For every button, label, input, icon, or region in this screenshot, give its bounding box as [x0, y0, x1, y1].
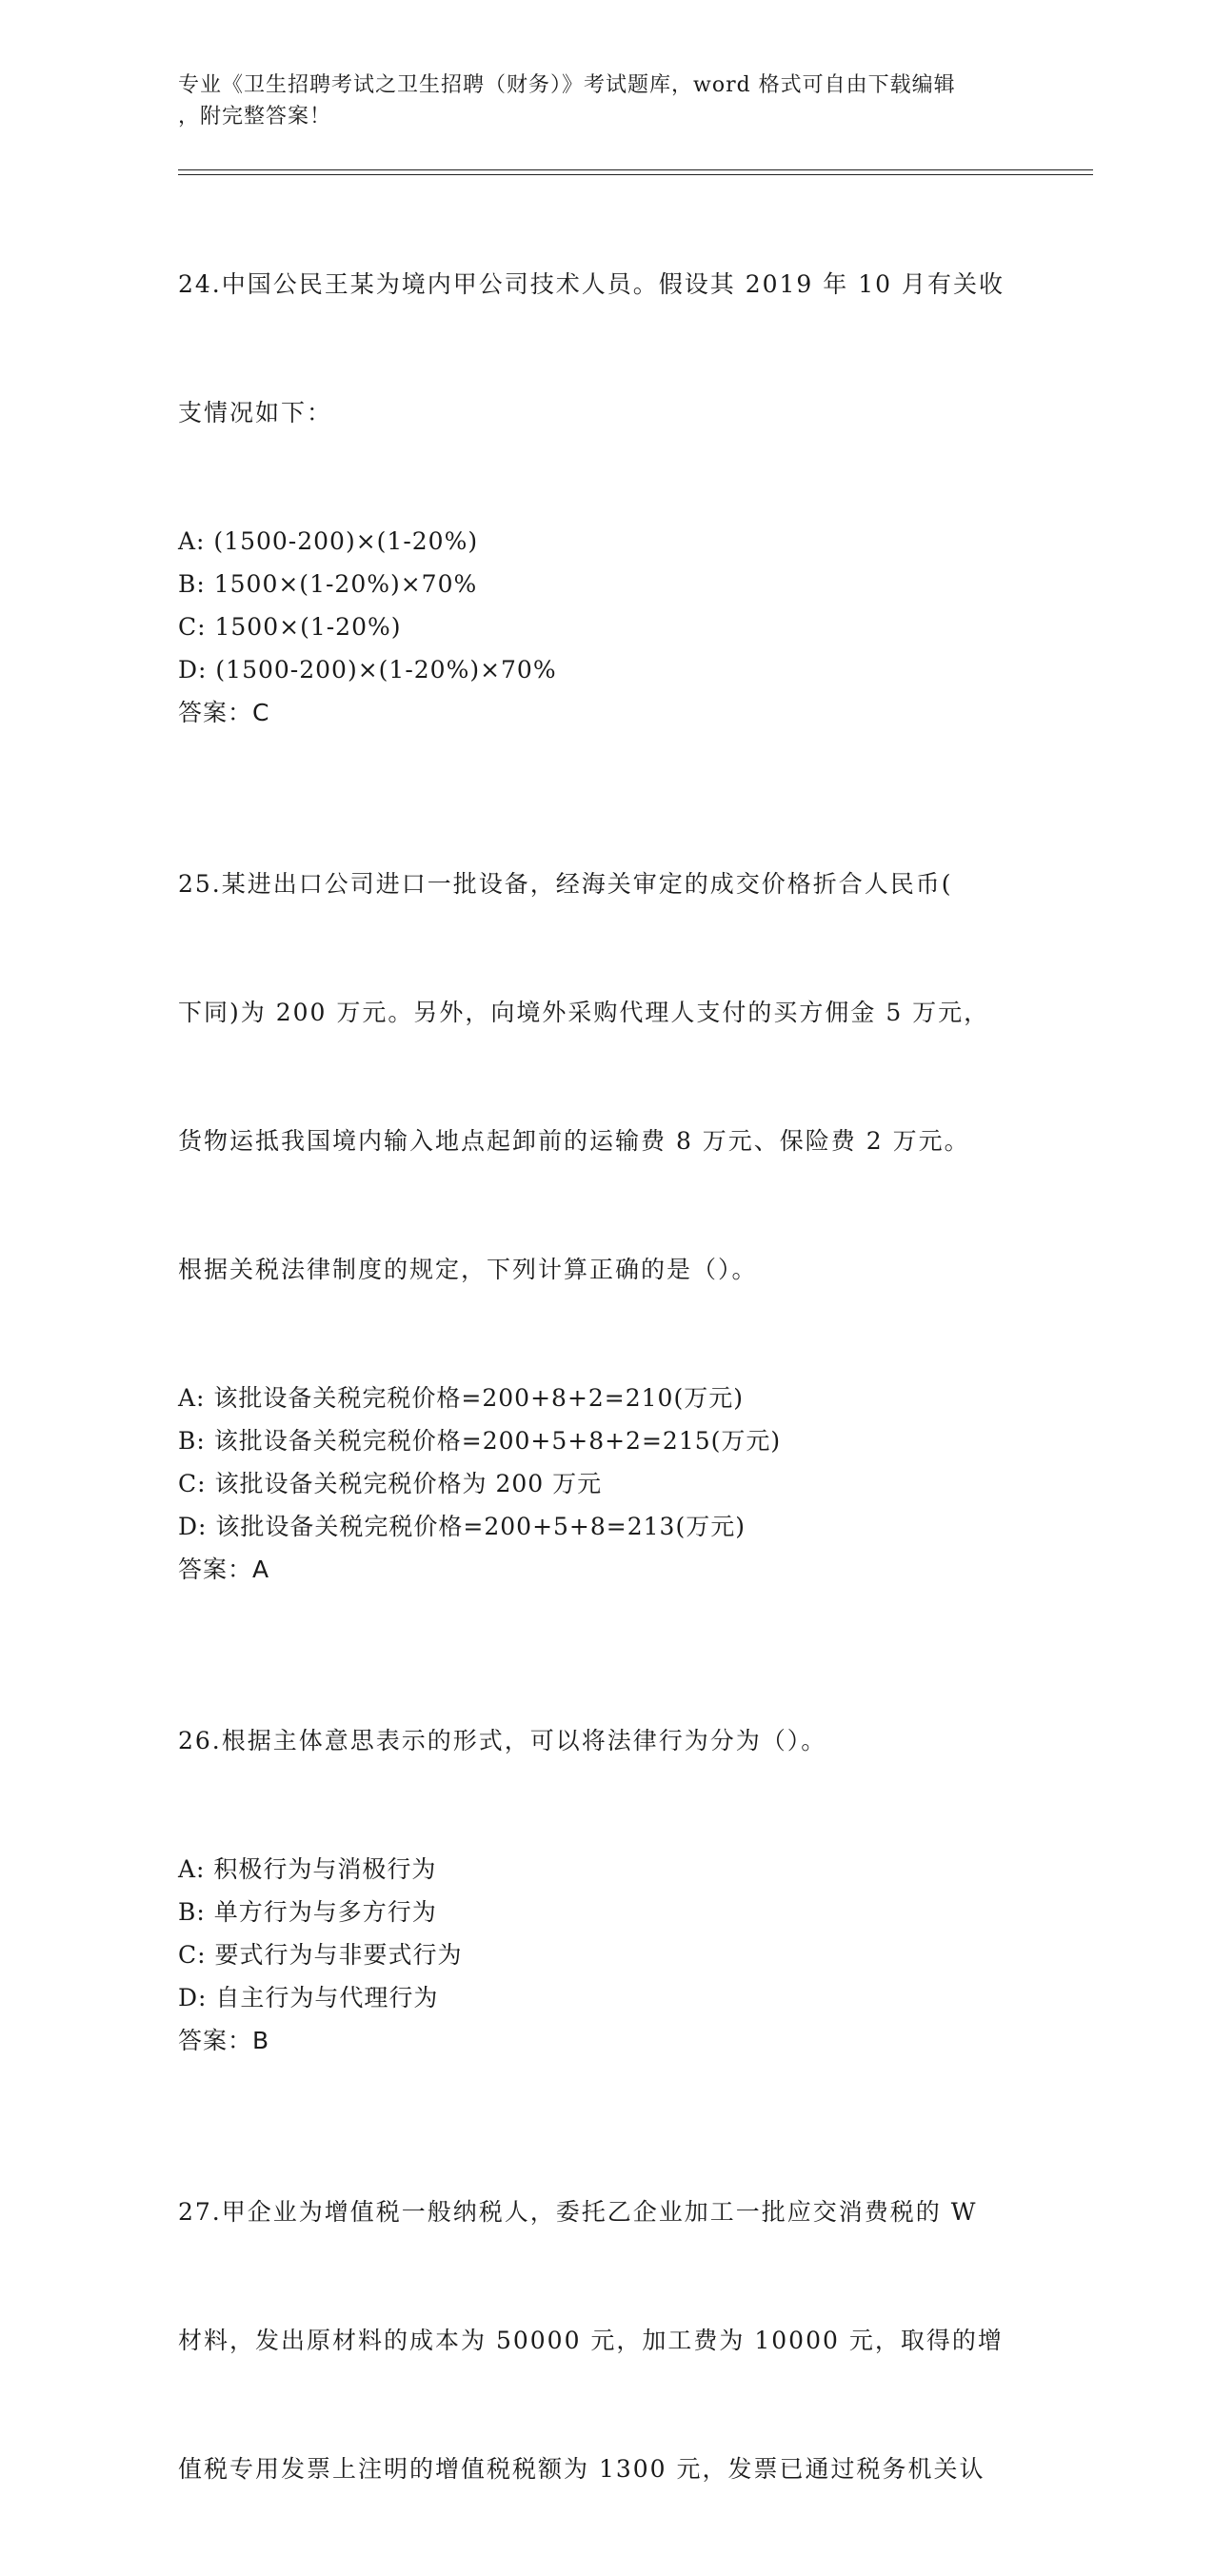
stem-line: 26.根据主体意思表示的形式，可以将法律行为分为（）。: [178, 1727, 827, 1754]
question-spacer: [178, 1591, 1035, 1634]
stem-line: 下同)为 200 万元。另外，向境外采购代理人支付的买方佣金 5 万元，: [178, 999, 990, 1026]
option-a: A: 该批设备关税完税价格=200+8+2=210(万元): [178, 1384, 744, 1412]
option-d: D: 该批设备关税完税价格=200+5+8=213(万元): [178, 1513, 746, 1540]
stem-line: 24.中国公民王某为境内甲公司技术人员。假设其 2019 年 10 月有关收: [178, 270, 1005, 298]
header-line-1: 专业《卫生招聘考试之卫生招聘（财务）》考试题库，word 格式可自由下载编辑: [178, 73, 956, 97]
question-24: [178, 177, 1035, 734]
option-c: C: 1500×(1-20%): [178, 613, 402, 641]
stem-line: 值税专用发票上注明的增值税税额为 1300 元，发票已通过税务机关认: [178, 2455, 985, 2483]
question-spacer: [178, 734, 1035, 777]
option-d: D: (1500-200)×(1-20%)×70%: [178, 656, 557, 684]
option-c: C: 要式行为与非要式行为: [178, 1941, 463, 1969]
option-b: B: 单方行为与多方行为: [178, 1898, 437, 1926]
option-b: B: 该批设备关税完税价格=200+5+8+2=215(万元): [178, 1427, 782, 1455]
stem-line: 25.某进出口公司进口一批设备，经海关审定的成交价格折合人民币(: [178, 870, 953, 898]
question-stem: [178, 1634, 1035, 1848]
answer-label: 答案：A: [178, 1556, 270, 1583]
option-b: B: 1500×(1-20%)×70%: [178, 570, 478, 598]
stem-line: 支情况如下：: [178, 399, 333, 426]
header-line-2: ，附完整答案！: [178, 105, 332, 129]
stem-line: 材料，发出原材料的成本为 50000 元，加工费为 10000 元，取得的增: [178, 2327, 1004, 2354]
question-stem: [178, 177, 1035, 520]
stem-line: 27.甲企业为增值税一般纳税人，委托乙企业加工一批应交消费税的 W: [178, 2198, 978, 2226]
option-d: D: 自主行为与代理行为: [178, 1984, 439, 2011]
question-25: [178, 777, 1035, 1591]
stem-line: 根据关税法律制度的规定，下列计算正确的是（）。: [178, 1256, 758, 1283]
option-a: A: 积极行为与消极行为: [178, 1855, 437, 1883]
question-stem: [178, 777, 1035, 1377]
answer-label: 答案：C: [178, 699, 270, 726]
answer-label: 答案：B: [178, 2027, 270, 2054]
question-27: [178, 2105, 1035, 2576]
question-26: [178, 1634, 1035, 2062]
option-c: C: 该批设备关税完税价格为 200 万元: [178, 1470, 603, 1497]
question-spacer: [178, 2062, 1035, 2105]
header-rule-top: [178, 169, 1093, 170]
page-header: [178, 69, 1016, 132]
stem-line: 货物运抵我国境内输入地点起卸前的运输费 8 万元、保险费 2 万元。: [178, 1127, 970, 1155]
option-a: A: (1500-200)×(1-20%): [178, 527, 479, 555]
question-list: [178, 177, 1035, 2576]
question-stem: [178, 2105, 1035, 2576]
header-rule-bottom: [178, 174, 1093, 175]
